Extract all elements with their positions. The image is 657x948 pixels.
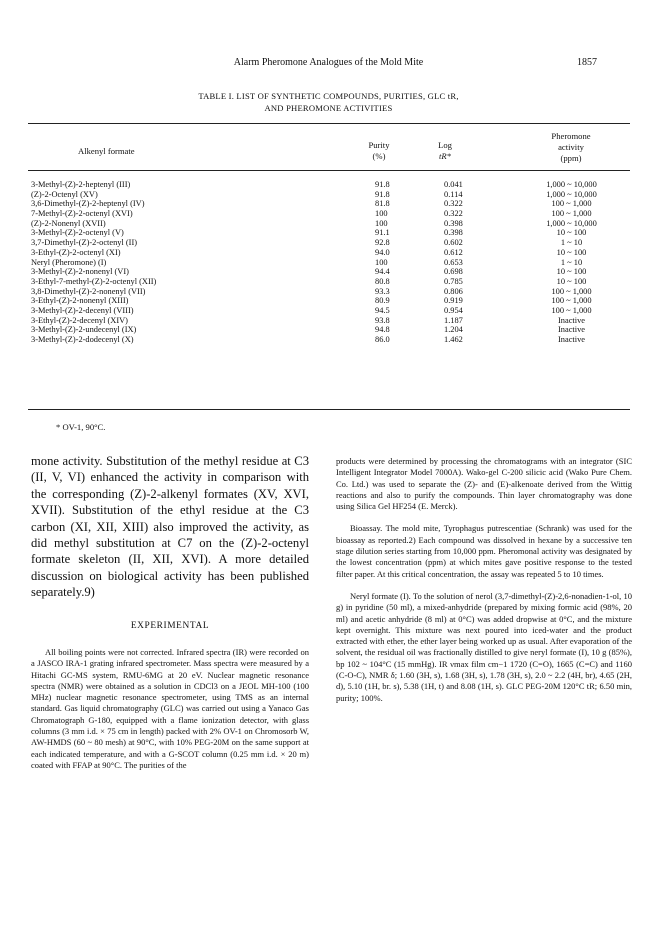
cell-purity: 91.1 bbox=[375, 228, 390, 238]
col-header-log-line1: Log bbox=[438, 140, 452, 150]
col-header-activity-line3: (ppm) bbox=[560, 153, 582, 163]
cell-purity: 94.5 bbox=[375, 305, 390, 315]
table-footnote: * OV-1, 90°C. bbox=[56, 422, 106, 432]
cell-compound: 3-Methyl-(Z)-2-undecenyl (IX) bbox=[31, 325, 137, 335]
table-row bbox=[31, 190, 631, 200]
table-row bbox=[31, 287, 631, 297]
cell-activity: 10 ~ 100 bbox=[556, 267, 587, 277]
table-body bbox=[31, 180, 631, 345]
running-title: Alarm Pheromone Analogues of the Mold Mite bbox=[233, 57, 424, 68]
right-para-2-text: Bioassay. The mold mite, Tyrophagus putrescentiae (Schrank) was used for the bioassay as reported.2) Each compound was dissolved in hexane by a successive ten stage dilution series starting from 10,000 ppm. Pheromonal activity was designated by the lowest concentration (ppm) at which mites gave positive response to the tested filter paper. At this critical concentration, the assay was repeated 5 to 10 times. bbox=[336, 523, 632, 579]
cell-purity: 94.8 bbox=[375, 325, 390, 335]
table-row bbox=[31, 277, 631, 287]
table-row bbox=[31, 228, 631, 238]
cell-compound: (Z)-2-Octenyl (XV) bbox=[31, 189, 98, 199]
table-row bbox=[31, 209, 631, 219]
cell-compound: 3,6-Dimethyl-(Z)-2-heptenyl (IV) bbox=[31, 199, 145, 209]
cell-compound: 7-Methyl-(Z)-2-octenyl (XVI) bbox=[31, 209, 133, 219]
cell-log-tr: 0.653 bbox=[444, 257, 463, 267]
cell-log-tr: 0.806 bbox=[444, 286, 463, 296]
table-row bbox=[31, 267, 631, 277]
cell-activity: 100 ~ 1,000 bbox=[551, 199, 592, 209]
cell-compound: 3-Ethyl-7-methyl-(Z)-2-octenyl (XII) bbox=[31, 276, 157, 286]
col-header-purity-line2: (%) bbox=[372, 151, 386, 161]
cell-purity: 100 bbox=[375, 218, 388, 228]
cell-log-tr: 0.398 bbox=[444, 218, 463, 228]
cell-purity: 86.0 bbox=[375, 335, 390, 344]
table-row bbox=[31, 316, 631, 326]
cell-compound: 3,8-Dimethyl-(Z)-2-nonenyl (VII) bbox=[31, 286, 146, 296]
table-header-rule bbox=[28, 170, 630, 171]
cell-purity: 81.8 bbox=[375, 199, 390, 209]
cell-log-tr: 0.041 bbox=[444, 180, 463, 189]
col-header-purity-line1: Purity bbox=[368, 140, 390, 150]
cell-log-tr: 1.187 bbox=[444, 315, 463, 325]
table-bottom-rule bbox=[28, 409, 630, 410]
cell-purity: 94.4 bbox=[375, 267, 390, 277]
table-row bbox=[31, 238, 631, 248]
cell-log-tr: 1.204 bbox=[444, 325, 463, 335]
cell-compound: 3-Methyl-(Z)-2-decenyl (VIII) bbox=[31, 305, 134, 315]
cell-log-tr: 0.114 bbox=[444, 189, 463, 199]
cell-log-tr: 0.398 bbox=[444, 228, 463, 238]
table-caption-line-1: TABLE I. LIST OF SYNTHETIC COMPOUNDS, PURITIES, GLC tR, bbox=[198, 91, 459, 101]
cell-log-tr: 0.322 bbox=[444, 209, 463, 219]
cell-activity: 100 ~ 1,000 bbox=[551, 286, 592, 296]
cell-activity: 10 ~ 100 bbox=[556, 247, 587, 257]
cell-log-tr: 0.602 bbox=[444, 238, 463, 248]
cell-activity: Inactive bbox=[558, 315, 585, 325]
cell-compound: 3-Ethyl-(Z)-2-octenyl (XI) bbox=[31, 247, 121, 257]
cell-activity: Inactive bbox=[558, 335, 585, 344]
cell-log-tr: 0.322 bbox=[444, 199, 463, 209]
page-number: 1857 bbox=[577, 57, 597, 68]
col-header-activity-line1: Pheromone bbox=[551, 131, 591, 141]
cell-purity: 91.8 bbox=[375, 189, 390, 199]
cell-compound: 3-Ethyl-(Z)-2-decenyl (XIV) bbox=[31, 315, 128, 325]
table-row bbox=[31, 325, 631, 335]
cell-purity: 94.0 bbox=[375, 247, 390, 257]
right-column bbox=[336, 456, 632, 704]
cell-purity: 80.9 bbox=[375, 296, 390, 306]
col-header-activity bbox=[522, 131, 620, 164]
cell-activity: 10 ~ 100 bbox=[556, 276, 587, 286]
cell-purity: 80.8 bbox=[375, 276, 390, 286]
cell-activity: Inactive bbox=[558, 325, 585, 335]
table-top-rule bbox=[28, 123, 630, 124]
cell-compound: 3-Methyl-(Z)-2-octenyl (V) bbox=[31, 228, 124, 238]
col-header-purity bbox=[354, 140, 404, 162]
table-row bbox=[31, 219, 631, 229]
experimental-heading: EXPERIMENTAL bbox=[130, 621, 210, 631]
cell-compound: 3-Methyl-(Z)-2-heptenyl (III) bbox=[31, 180, 131, 189]
cell-log-tr: 0.785 bbox=[444, 276, 463, 286]
cell-purity: 100 bbox=[375, 209, 388, 219]
cell-activity: 1,000 ~ 10,000 bbox=[546, 189, 597, 199]
cell-activity: 100 ~ 1,000 bbox=[551, 305, 592, 315]
cell-activity: 1 ~ 10 bbox=[560, 238, 583, 248]
table-row bbox=[31, 296, 631, 306]
cell-log-tr: 0.698 bbox=[444, 267, 463, 277]
left-para-1-text: mone activity. Substitution of the methyl residue at C3 (II, V, VI) enhanced the activity in comparison with the corresponding (Z)-2-alkenyl formates (XV, XVI, XVII). Substitution of the ethyl residue at the C3 carbon (XI, XII, XIII) also improved the activity, as did methyl substitution at C7 on the (Z)-2-octenyl formate skeleton (II, XII, XVI). A more detailed discussion on biological activity has been published separately.9) bbox=[31, 454, 309, 600]
table-row bbox=[31, 258, 631, 268]
right-para-3-text: Neryl formate (I). To the solution of nerol (3,7-dimethyl-(Z)-2,6-nonadien-1-ol, 10 g) in pyridine (50 ml), a mixed-anhydride (prepared by mixing formic acid (98%, 20 ml) and acetic anhydride (8 ml) at 0°C) was added dropwise at 0°C, and the mixture kept overnight. This mixture was next poured into iced-water and the product extracted with ether, the ether layer being worked up as usual. After evaporation of the solvent, the residual oil was fractionally distilled to give neryl formate (I), 10 g (85%), bp 102 ~ 104°C (15 mmHg). IR νmax film cm−1 1720 (C=O), 1665 (C=C) and 1160 (C-O-C), NMR δ; 1.60 (3H, s), 1.68 (3H, s), 1.78 (3H, s), 2.0 ~ 2.2 (4H, br), 4.65 (2H, d), 5.10 (1H, br. s), 5.38 (1H, t) and 8.08 (1H, s). GLC PEG-20M 120°C tR; 6.50 min, purity; 100%. bbox=[336, 590, 632, 703]
cell-compound: 3-Methyl-(Z)-2-nonenyl (VI) bbox=[31, 267, 129, 277]
col-header-name: Alkenyl formate bbox=[78, 146, 135, 156]
left-paragraph-2 bbox=[31, 647, 309, 771]
cell-purity: 93.8 bbox=[375, 315, 390, 325]
col-header-log-line2: tR* bbox=[439, 151, 451, 161]
cell-activity: 1,000 ~ 10,000 bbox=[546, 180, 597, 189]
cell-purity: 93.3 bbox=[375, 286, 390, 296]
cell-compound: 3-Methyl-(Z)-2-dodecenyl (X) bbox=[31, 335, 134, 344]
cell-activity: 10 ~ 100 bbox=[556, 228, 587, 238]
table-row bbox=[31, 306, 631, 316]
table-row bbox=[31, 335, 631, 345]
cell-purity: 100 bbox=[375, 257, 388, 267]
cell-activity: 1 ~ 10 bbox=[560, 257, 583, 267]
cell-log-tr: 0.919 bbox=[444, 296, 463, 306]
left-paragraph-1 bbox=[31, 453, 309, 601]
col-header-activity-line2: activity bbox=[558, 142, 584, 152]
cell-compound: Neryl (Pheromone) (I) bbox=[31, 257, 107, 267]
cell-compound: 3-Ethyl-(Z)-2-nonenyl (XIII) bbox=[31, 296, 129, 306]
cell-log-tr: 0.612 bbox=[444, 247, 463, 257]
left-para-2-text: All boiling points were not corrected. Infrared spectra (IR) were recorded on a JASCO IRA-1 grating infrared spectrometer. Mass spectra were measured by a Hitachi GC-MS system, RMU-6MG at 20 eV. Nuclear magnetic resonance spectra (NMR) were obtained as a solution in CDCl3 on a JEOL MH-100 (100 MHz) nuclear magnetic resonance spectrometer, using TMS as an internal standard. Gas liquid chromatography (GLC) was carried out using a Yanaco Gas Chromatograph G-180, equipped with a flame ionization detector, with glass columns (3 mm i.d. × 75 cm in length) packed with 2% OV-1 on Chromosorb W, AW-HMDS (60 ~ 80 mesh) at 90°C, with 10% PEG-20M on the same support at each indicated temperature, and with a G-SCOT column (0.25 mm i.d. × 20 m) coated with FFAP at 90°C. The purities of the bbox=[31, 647, 309, 770]
table-row bbox=[31, 199, 631, 209]
cell-purity: 91.8 bbox=[375, 180, 390, 189]
cell-compound: 3,7-Dimethyl-(Z)-2-octenyl (II) bbox=[31, 238, 138, 248]
cell-activity: 100 ~ 1,000 bbox=[551, 209, 592, 219]
right-para-1-text: products were determined by processing the chromatograms with an integrator (SIC Intelligent Integrator Model 7000A). Wako-gel C-200 silicic acid (Wako Pure Chem. Co. Ltd.) was used to separate the (Z)- and (E)-alkenoate derived from the Wittig reactions and also to purify the compounds. Thin layer chromatography was done using Silica Gel HF254 (E. Merck). bbox=[336, 456, 632, 512]
table-row bbox=[31, 180, 631, 190]
table-row bbox=[31, 248, 631, 258]
cell-activity: 100 ~ 1,000 bbox=[551, 296, 592, 306]
table-caption bbox=[0, 90, 657, 114]
cell-activity: 1,000 ~ 10,000 bbox=[546, 218, 597, 228]
col-header-log bbox=[420, 140, 470, 162]
cell-log-tr: 0.954 bbox=[444, 305, 463, 315]
cell-purity: 92.8 bbox=[375, 238, 390, 248]
cell-log-tr: 1.462 bbox=[444, 335, 463, 344]
table-caption-line-2: AND PHEROMONE ACTIVITIES bbox=[264, 103, 393, 113]
cell-compound: (Z)-2-Nonenyl (XVII) bbox=[31, 218, 106, 228]
